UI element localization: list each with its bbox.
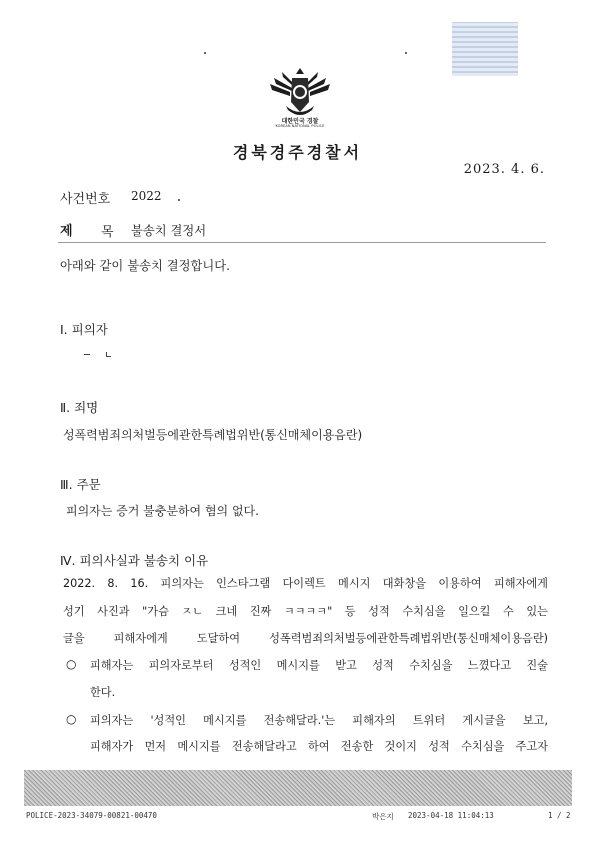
facts-line: 2022. 8. 16. 피의자는 인스타그램 다이렉트 메시지 대화창을 이용하여 피해자에게 xyxy=(63,577,548,590)
section-facts-heading: Ⅳ. 피의사실과 불송치 이유 xyxy=(60,553,209,568)
page-number: 1 / 2 xyxy=(548,811,571,820)
security-pattern-band xyxy=(24,770,572,806)
scan-speck xyxy=(178,199,180,201)
agency-title: 경북경주경찰서 xyxy=(232,143,363,162)
bullet-symbol: ○ xyxy=(66,712,77,726)
case-number-label: 사건번호 xyxy=(60,192,111,207)
facts-line: 글을 피해자에게 도달하여 성폭력범죄의처벌등에관한특례법위반(통신매체이용음란) xyxy=(63,632,548,645)
bullet-symbol: ○ xyxy=(66,657,77,671)
document-id: POLICE-2023-34079-00821-00470 xyxy=(26,811,157,820)
bullet-line: 피의자는 '성적인 메시지를 전송해달라.'는 피해자의 트위터 게시글을 보고, xyxy=(90,714,548,727)
title-label-second: 목 xyxy=(101,225,114,240)
scan-speck xyxy=(204,52,206,54)
document-date: 2023. 4. 6. xyxy=(463,162,545,177)
section-charge-heading: Ⅱ. 죄명 xyxy=(60,400,99,415)
redaction-mark xyxy=(84,354,90,355)
charge-text: 성폭력범죄의처벌등에관한특례법위반(통신매체이용음란) xyxy=(63,428,363,442)
facts-line: 성기 사진과 "가슴 ㅈㄴ 크네 진짜 ㅋㅋㅋㅋ" 등 성적 수치심을 일으킬 수 있는 xyxy=(63,605,548,618)
title-divider xyxy=(58,242,546,243)
printed-by: 박은지 xyxy=(372,812,394,821)
bullet-line: 한다. xyxy=(90,686,116,699)
redaction-mark xyxy=(106,352,111,357)
section-disposition-heading: Ⅲ. 주문 xyxy=(60,477,101,492)
scan-stamp xyxy=(452,22,518,76)
org-name-korean: 대한민국 경찰 xyxy=(281,118,319,125)
printed-at: 2023-04-18 11:04:13 xyxy=(408,811,494,820)
section-suspect-heading: Ⅰ. 피의자 xyxy=(60,322,108,337)
intro-statement: 아래와 같이 불송치 결정합니다. xyxy=(60,259,231,273)
bullet-line: 피해자가 먼저 메시지를 전송해달라고 하여 전송한 것이지 성적 수치심을 주고자 xyxy=(90,740,548,753)
title-label-first: 제 xyxy=(60,224,73,239)
bullet-line: 피해자는 피의자로부터 성적인 메시지를 받고 성적 수치심을 느꼈다고 진술 xyxy=(90,659,548,672)
title-value: 불송치 결정서 xyxy=(131,224,207,238)
org-name-english: KOREAN NATIONAL POLICE xyxy=(275,124,325,128)
case-number-value: 2022 xyxy=(131,189,162,203)
scan-speck xyxy=(405,52,407,54)
disposition-text: 피의자는 증거 불충분하여 혐의 없다. xyxy=(66,504,259,518)
